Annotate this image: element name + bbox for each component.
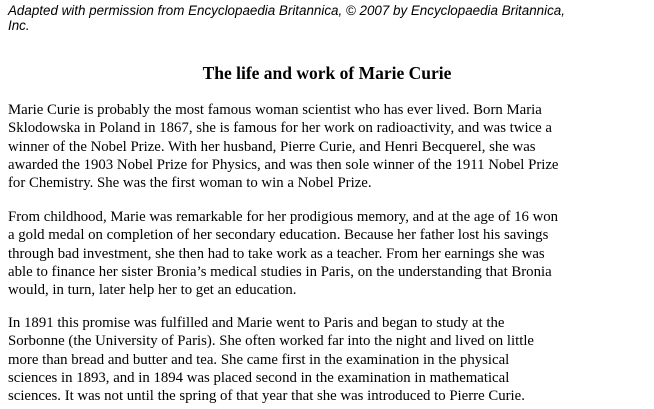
paragraph-paris: In 1891 this promise was fulfilled and Marie went to Paris and began to study at the Sorbonne (the University of Paris). She often worked far into the night and lived on little more than bread and butter and tea. She came first in the examination in the physical sciences in 1893, and in 1894 was placed second in the examination in mathematical sciences. It was not until the spring of that year that she was introduced to Pierre Curie.: [8, 315, 535, 405]
page-title: The life and work of Marie Curie: [202, 63, 452, 83]
paragraph-childhood: From childhood, Marie was remarkable for her prodigious memory, and at the age of 16 won a gold medal on completion of her secondary education. Because her father lost his savings through bad investment, she then had to take work as a teacher. From her earnings she was able to finance her sister Bronia’s medical studies in Paris, on the understanding that Bronia would, in turn, later help her to get an education.: [8, 209, 559, 299]
paragraph-early-life: Marie Curie is probably the most famous woman scientist who has ever lived. Born Maria Sklodowska in Poland in 1867, she is famous for her work on radioactivity, and was twice a winner of the Nobel Prize. With her husband, Pierre Curie, and Henri Becquerel, she was awarded the 1903 Nobel Prize for Physics, and was then sole winner of the 1911 Nobel Prize for Chemistry. She was the first woman to win a Nobel Prize.: [8, 102, 559, 192]
attribution-note: Adapted with permission from Encyclopaedia Britannica, © 2007 by Encyclopaedia Britannica, Inc.: [8, 3, 565, 33]
